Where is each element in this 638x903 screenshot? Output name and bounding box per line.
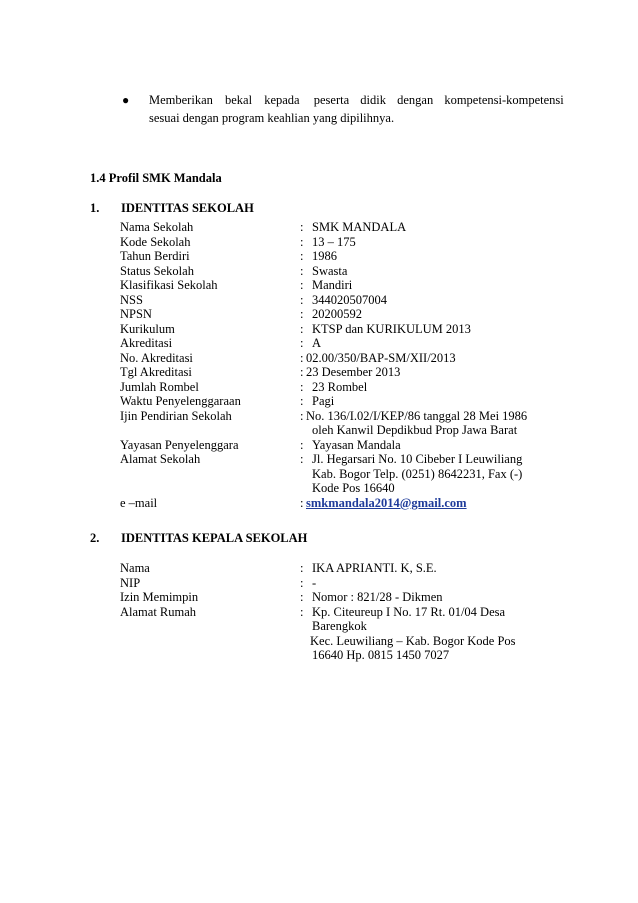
info-row-continuation xyxy=(120,481,540,496)
row-colon: : xyxy=(300,292,304,307)
row-label: e –mail xyxy=(120,495,158,510)
bullet-word: dengan xyxy=(397,93,434,107)
row-colon: : xyxy=(300,307,304,321)
row-colon: : xyxy=(300,604,304,619)
row-label: Klasifikasi Sekolah xyxy=(120,278,218,292)
row-value: - xyxy=(312,575,317,590)
row-colon: : xyxy=(300,408,304,423)
info-row xyxy=(120,278,540,293)
info-row-continuation xyxy=(120,634,540,649)
row-label: Alamat Rumah xyxy=(120,604,197,619)
row-label: Tahun Berdiri xyxy=(120,249,190,263)
row-value: Kp. Citeureup I No. 17 Rt. 01/04 Desa xyxy=(312,604,506,619)
info-row xyxy=(120,576,540,591)
row-label: Jumlah Rombel xyxy=(120,379,199,394)
row-value: Mandiri xyxy=(312,278,353,292)
info-row-continuation xyxy=(120,619,540,634)
row-colon: : xyxy=(300,590,304,604)
bullet-word: didik xyxy=(360,93,386,107)
row-colon: : xyxy=(300,220,304,234)
bullet-line-2: sesuai dengan program keahlian yang dipilihnya. xyxy=(149,110,395,125)
row-value: 1986 xyxy=(312,249,337,263)
row-label: Kode Sekolah xyxy=(120,234,191,249)
info-row xyxy=(120,394,540,409)
info-row xyxy=(120,220,540,235)
row-colon: : xyxy=(300,437,304,452)
section-title: 1.4 Profil SMK Mandala xyxy=(90,171,222,185)
row-label: Izin Memimpin xyxy=(120,590,199,604)
row-value: Swasta xyxy=(312,263,348,278)
row-value: Kec. Leuwiliang – Kab. Bogor Kode Pos xyxy=(310,633,516,648)
row-colon: : xyxy=(300,379,304,394)
email-link-text[interactable]: smkmandala2014@gmail.com xyxy=(306,495,467,510)
info-row xyxy=(120,380,540,395)
row-value: 344020507004 xyxy=(312,292,387,307)
row-label: NPSN xyxy=(120,307,152,321)
info-row xyxy=(120,409,540,424)
info-row-continuation xyxy=(120,648,540,663)
row-value: Jl. Hegarsari No. 10 Cibeber I Leuwiliang xyxy=(312,452,523,466)
bullet-dot-icon: ● xyxy=(122,93,130,107)
row-label: Status Sekolah xyxy=(120,263,194,278)
info-row xyxy=(120,264,540,279)
row-colon: : xyxy=(300,365,304,379)
row-value: KTSP dan KURIKULUM 2013 xyxy=(312,321,471,336)
bullet-line-1 xyxy=(149,93,564,108)
row-label: NIP xyxy=(120,575,141,590)
info-row-continuation xyxy=(120,467,540,482)
principal-identity-table xyxy=(120,561,540,663)
info-row xyxy=(120,365,540,380)
bullet-word: Memberikan xyxy=(149,93,213,107)
row-value: Barengkok xyxy=(312,619,367,633)
row-value: 02.00/350/BAP-SM/XII/2013 xyxy=(306,350,456,365)
heading-number: 2. xyxy=(90,531,100,545)
row-value: No. 136/I.02/I/KEP/86 tanggal 28 Mei 1986 xyxy=(306,408,528,423)
row-value: 23 Rombel xyxy=(312,379,368,394)
row-value: 16640 Hp. 0815 1450 7027 xyxy=(312,648,450,662)
row-colon: : xyxy=(300,321,304,336)
row-label: Yayasan Penyelenggara xyxy=(120,437,239,452)
row-label: Akreditasi xyxy=(120,336,173,350)
heading-number: 1. xyxy=(90,201,100,215)
row-value: 23 Desember 2013 xyxy=(306,365,401,379)
row-colon: : xyxy=(300,452,304,466)
row-label: Alamat Sekolah xyxy=(120,452,201,466)
row-label: Waktu Penyelenggaraan xyxy=(120,394,241,408)
row-value: 13 – 175 xyxy=(312,234,356,249)
row-colon: : xyxy=(300,350,304,365)
info-row xyxy=(120,351,540,366)
row-value: Pagi xyxy=(312,394,335,408)
row-label: NSS xyxy=(120,292,143,307)
bullet-word: peserta xyxy=(313,93,350,107)
row-label: Nama Sekolah xyxy=(120,220,194,234)
row-value: SMK MANDALA xyxy=(312,220,407,234)
bullet-word: kepada xyxy=(264,93,300,107)
row-value: Yayasan Mandala xyxy=(312,437,401,452)
row-label: Tgl Akreditasi xyxy=(120,365,192,379)
row-value: Nomor : 821/28 - Dikmen xyxy=(312,590,443,604)
heading-identitas-kepala-sekolah xyxy=(90,531,307,546)
heading-text: IDENTITAS SEKOLAH xyxy=(121,201,254,215)
row-label: Ijin Pendirian Sekolah xyxy=(120,408,232,423)
row-value: Kab. Bogor Telp. (0251) 8642231, Fax (-) xyxy=(312,466,523,481)
row-value: oleh Kanwil Depdikbud Prop Jawa Barat xyxy=(312,423,518,437)
info-row xyxy=(120,605,540,620)
row-colon: : xyxy=(300,495,304,510)
school-identity-table xyxy=(120,220,540,510)
row-value: IKA APRIANTI. K, S.E. xyxy=(312,561,437,575)
row-label: Kurikulum xyxy=(120,321,175,336)
bullet-item xyxy=(122,93,564,125)
row-colon: : xyxy=(300,249,304,263)
info-row xyxy=(120,336,540,351)
heading-identitas-sekolah xyxy=(90,201,254,216)
bullet-word: kompetensi-kompetensi xyxy=(444,93,564,107)
info-row xyxy=(120,322,540,337)
row-colon: : xyxy=(300,575,304,590)
info-row xyxy=(120,496,540,511)
row-colon: : xyxy=(300,263,304,278)
row-colon: : xyxy=(300,394,304,408)
info-row xyxy=(120,249,540,264)
info-row xyxy=(120,561,540,576)
row-label: Nama xyxy=(120,561,150,575)
row-value: Kode Pos 16640 xyxy=(312,481,395,495)
row-value: 20200592 xyxy=(312,307,362,321)
row-value: A xyxy=(312,336,322,350)
bullet-word: bekal xyxy=(225,93,253,107)
heading-text: IDENTITAS KEPALA SEKOLAH xyxy=(121,531,308,545)
info-row xyxy=(120,307,540,322)
row-colon: : xyxy=(300,278,304,292)
info-row-continuation xyxy=(120,423,540,438)
info-row xyxy=(120,590,540,605)
row-label: No. Akreditasi xyxy=(120,350,193,365)
row-colon: : xyxy=(300,234,304,249)
row-colon: : xyxy=(300,561,304,575)
info-row xyxy=(120,293,540,308)
email-link[interactable] xyxy=(306,496,467,511)
info-row xyxy=(120,235,540,250)
row-colon: : xyxy=(300,336,304,350)
info-row xyxy=(120,438,540,453)
info-row xyxy=(120,452,540,467)
